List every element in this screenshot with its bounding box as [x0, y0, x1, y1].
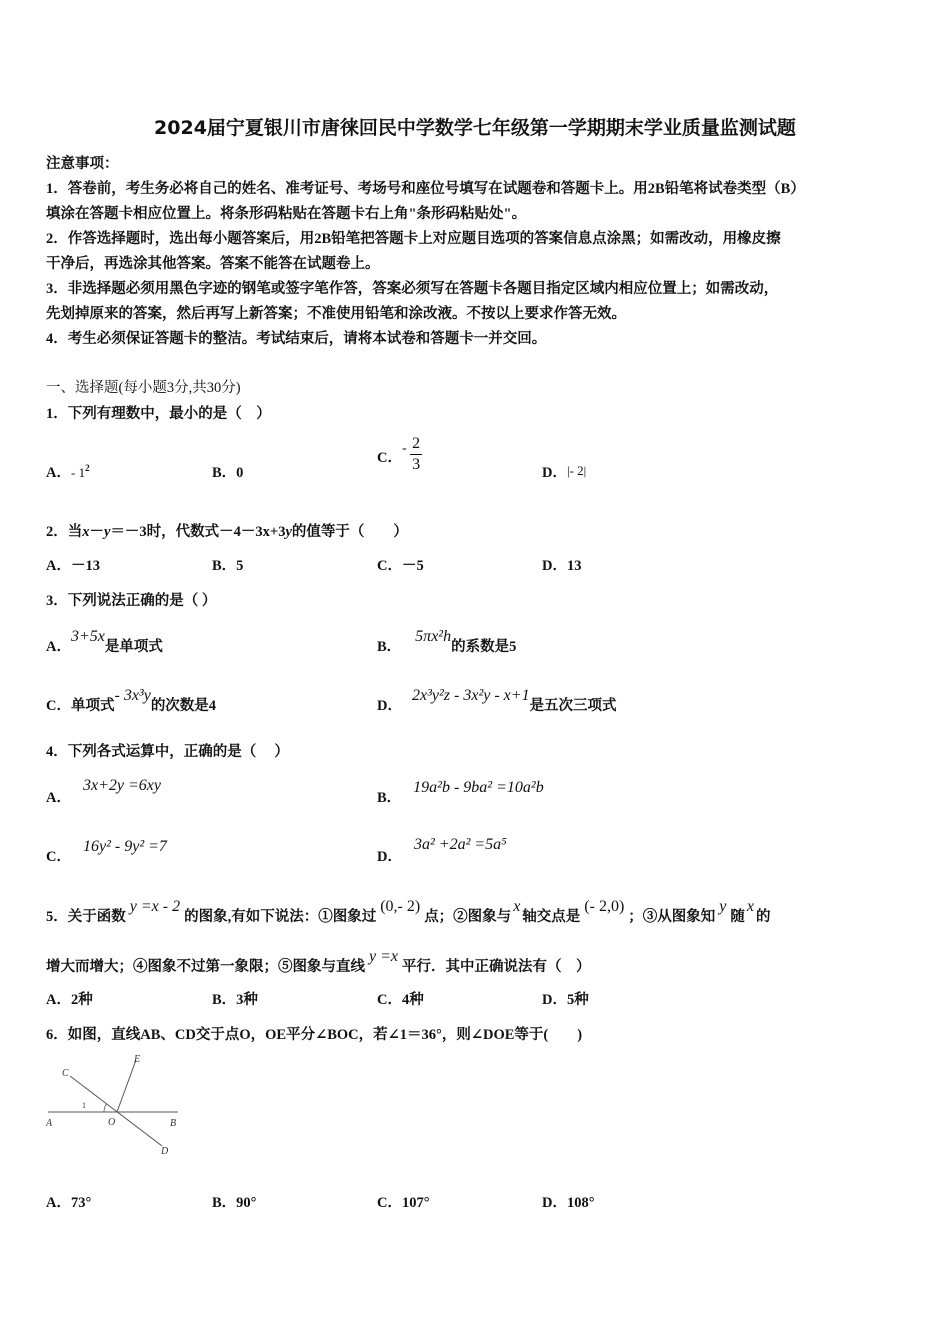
note-line-4: 干净后，再选涂其他答案。答案不能答在试题卷上。 — [46, 256, 380, 272]
q6-option-c: C．107° — [377, 1195, 430, 1211]
q4-option-a: A．3x+2y =6xy — [46, 777, 161, 806]
q6-option-b: B．90° — [212, 1195, 257, 1211]
notes-heading: 注意事项： — [46, 156, 119, 172]
note-line-7: 4．考生必须保证答题卡的整洁。考试结束后，请将本试卷和答题卡一并交回。 — [46, 331, 547, 347]
q3-stem: 3．下列说法正确的是（ ） — [46, 593, 217, 609]
q4-option-d: D．3a² +2a² =5a⁵ — [377, 836, 507, 865]
note-line-1: 1．答卷前，考生务必将自己的姓名、准考证号、考场号和座位号填写在试题卷和答题卡上。用2B铅笔将试卷类型（B） — [46, 181, 805, 197]
q4-stem: 4．下列各式运算中，正确的是（ ） — [46, 744, 289, 760]
q2-option-a: A．－13 — [46, 558, 100, 574]
q5-stem-line-1: 5．关于函数y =x - 2的图象,有如下说法：①图象过(0,- 2)点；②图象与x轴交点是(- 2,0)；③从图象知y随x的 — [46, 898, 771, 925]
q1-stem: 1．下列有理数中，最小的是（ ） — [46, 406, 271, 422]
q3-option-b: B．5πx²h的系数是5 — [377, 628, 517, 655]
label-a: A — [46, 1118, 53, 1129]
q4-option-b: B．19a²b - 9ba² =10a²b — [377, 779, 544, 806]
q6-option-d: D．108° — [542, 1195, 595, 1211]
q5-option-c: C．4种 — [377, 992, 424, 1008]
exam-title: 2024届宁夏银川市唐徕回民中学数学七年级第一学期期末学业质量监测试题 — [154, 117, 796, 139]
label-d: D — [161, 1146, 169, 1157]
label-b: B — [170, 1118, 177, 1129]
q2-option-d: D．13 — [542, 558, 582, 574]
q2-option-b: B．5 — [212, 558, 244, 574]
q4-option-c: C．16y² - 9y² =7 — [46, 838, 167, 865]
q3-option-d: D．2x³y²z - 3x²y - x+1是五次三项式 — [377, 687, 617, 714]
label-c: C — [62, 1068, 69, 1079]
q1-option-b: B．0 — [212, 465, 244, 481]
q6-figure — [44, 1050, 184, 1160]
note-line-3: 2．作答选择题时，选出每小题答案后，用2B铅笔把答题卡上对应题目选项的答案信息点涂黑；如需改动，用橡皮擦 — [46, 231, 781, 247]
q5-stem-line-2: 增大而增大；④图象不过第一象限；⑤图象与直线y =x平行．其中正确说法有（ ） — [46, 948, 591, 975]
q1-option-c: C．- $\frac{2}{3}$ — [377, 435, 421, 473]
q5-option-a: A．2种 — [46, 992, 93, 1008]
line-cd — [70, 1076, 162, 1146]
label-angle-1: 1 — [82, 1101, 86, 1110]
section-heading: 一、选择题(每小题3分,共30分) — [46, 380, 241, 396]
note-line-2: 填涂在答题卡相应位置上。将条形码粘贴在答题卡右上角"条形码粘贴处"。 — [46, 206, 527, 222]
q3-option-c: C．单项式- 3x³y的次数是4 — [46, 687, 217, 714]
q2-stem: 2．当x－y＝－3时，代数式－4－3x+3y的值等于（ ） — [46, 524, 408, 540]
q1-option-a: A．- $1^2$ — [46, 463, 90, 481]
q3-option-a: A．3+5x是单项式 — [46, 628, 163, 655]
q2-option-c: C．－5 — [377, 558, 424, 574]
label-e: E — [134, 1054, 141, 1065]
q6-option-a: A．73° — [46, 1195, 92, 1211]
note-line-5: 3．非选择题必须用黑色字迹的钢笔或签字笔作答，答案必须写在答题卡各题目指定区域内相应位置上；如需改动， — [46, 281, 779, 297]
q1-option-d: D．|- 2| — [542, 463, 587, 481]
ray-oe — [117, 1060, 136, 1112]
q6-stem: 6．如图，直线AB、CD交于点O，OE平分∠BOC，若∠1＝36°，则∠DOE等于( ) — [46, 1027, 583, 1043]
q5-option-d: D．5种 — [542, 992, 589, 1008]
q5-option-b: B．3种 — [212, 992, 258, 1008]
label-o: O — [108, 1117, 116, 1128]
angle-1-arc — [104, 1104, 107, 1112]
fraction-two-thirds: $\frac{2}{3}$ — [412, 435, 421, 473]
note-line-6: 先划掉原来的答案，然后再写上新答案；不准使用铅笔和涂改液。不按以上要求作答无效。 — [46, 306, 626, 322]
